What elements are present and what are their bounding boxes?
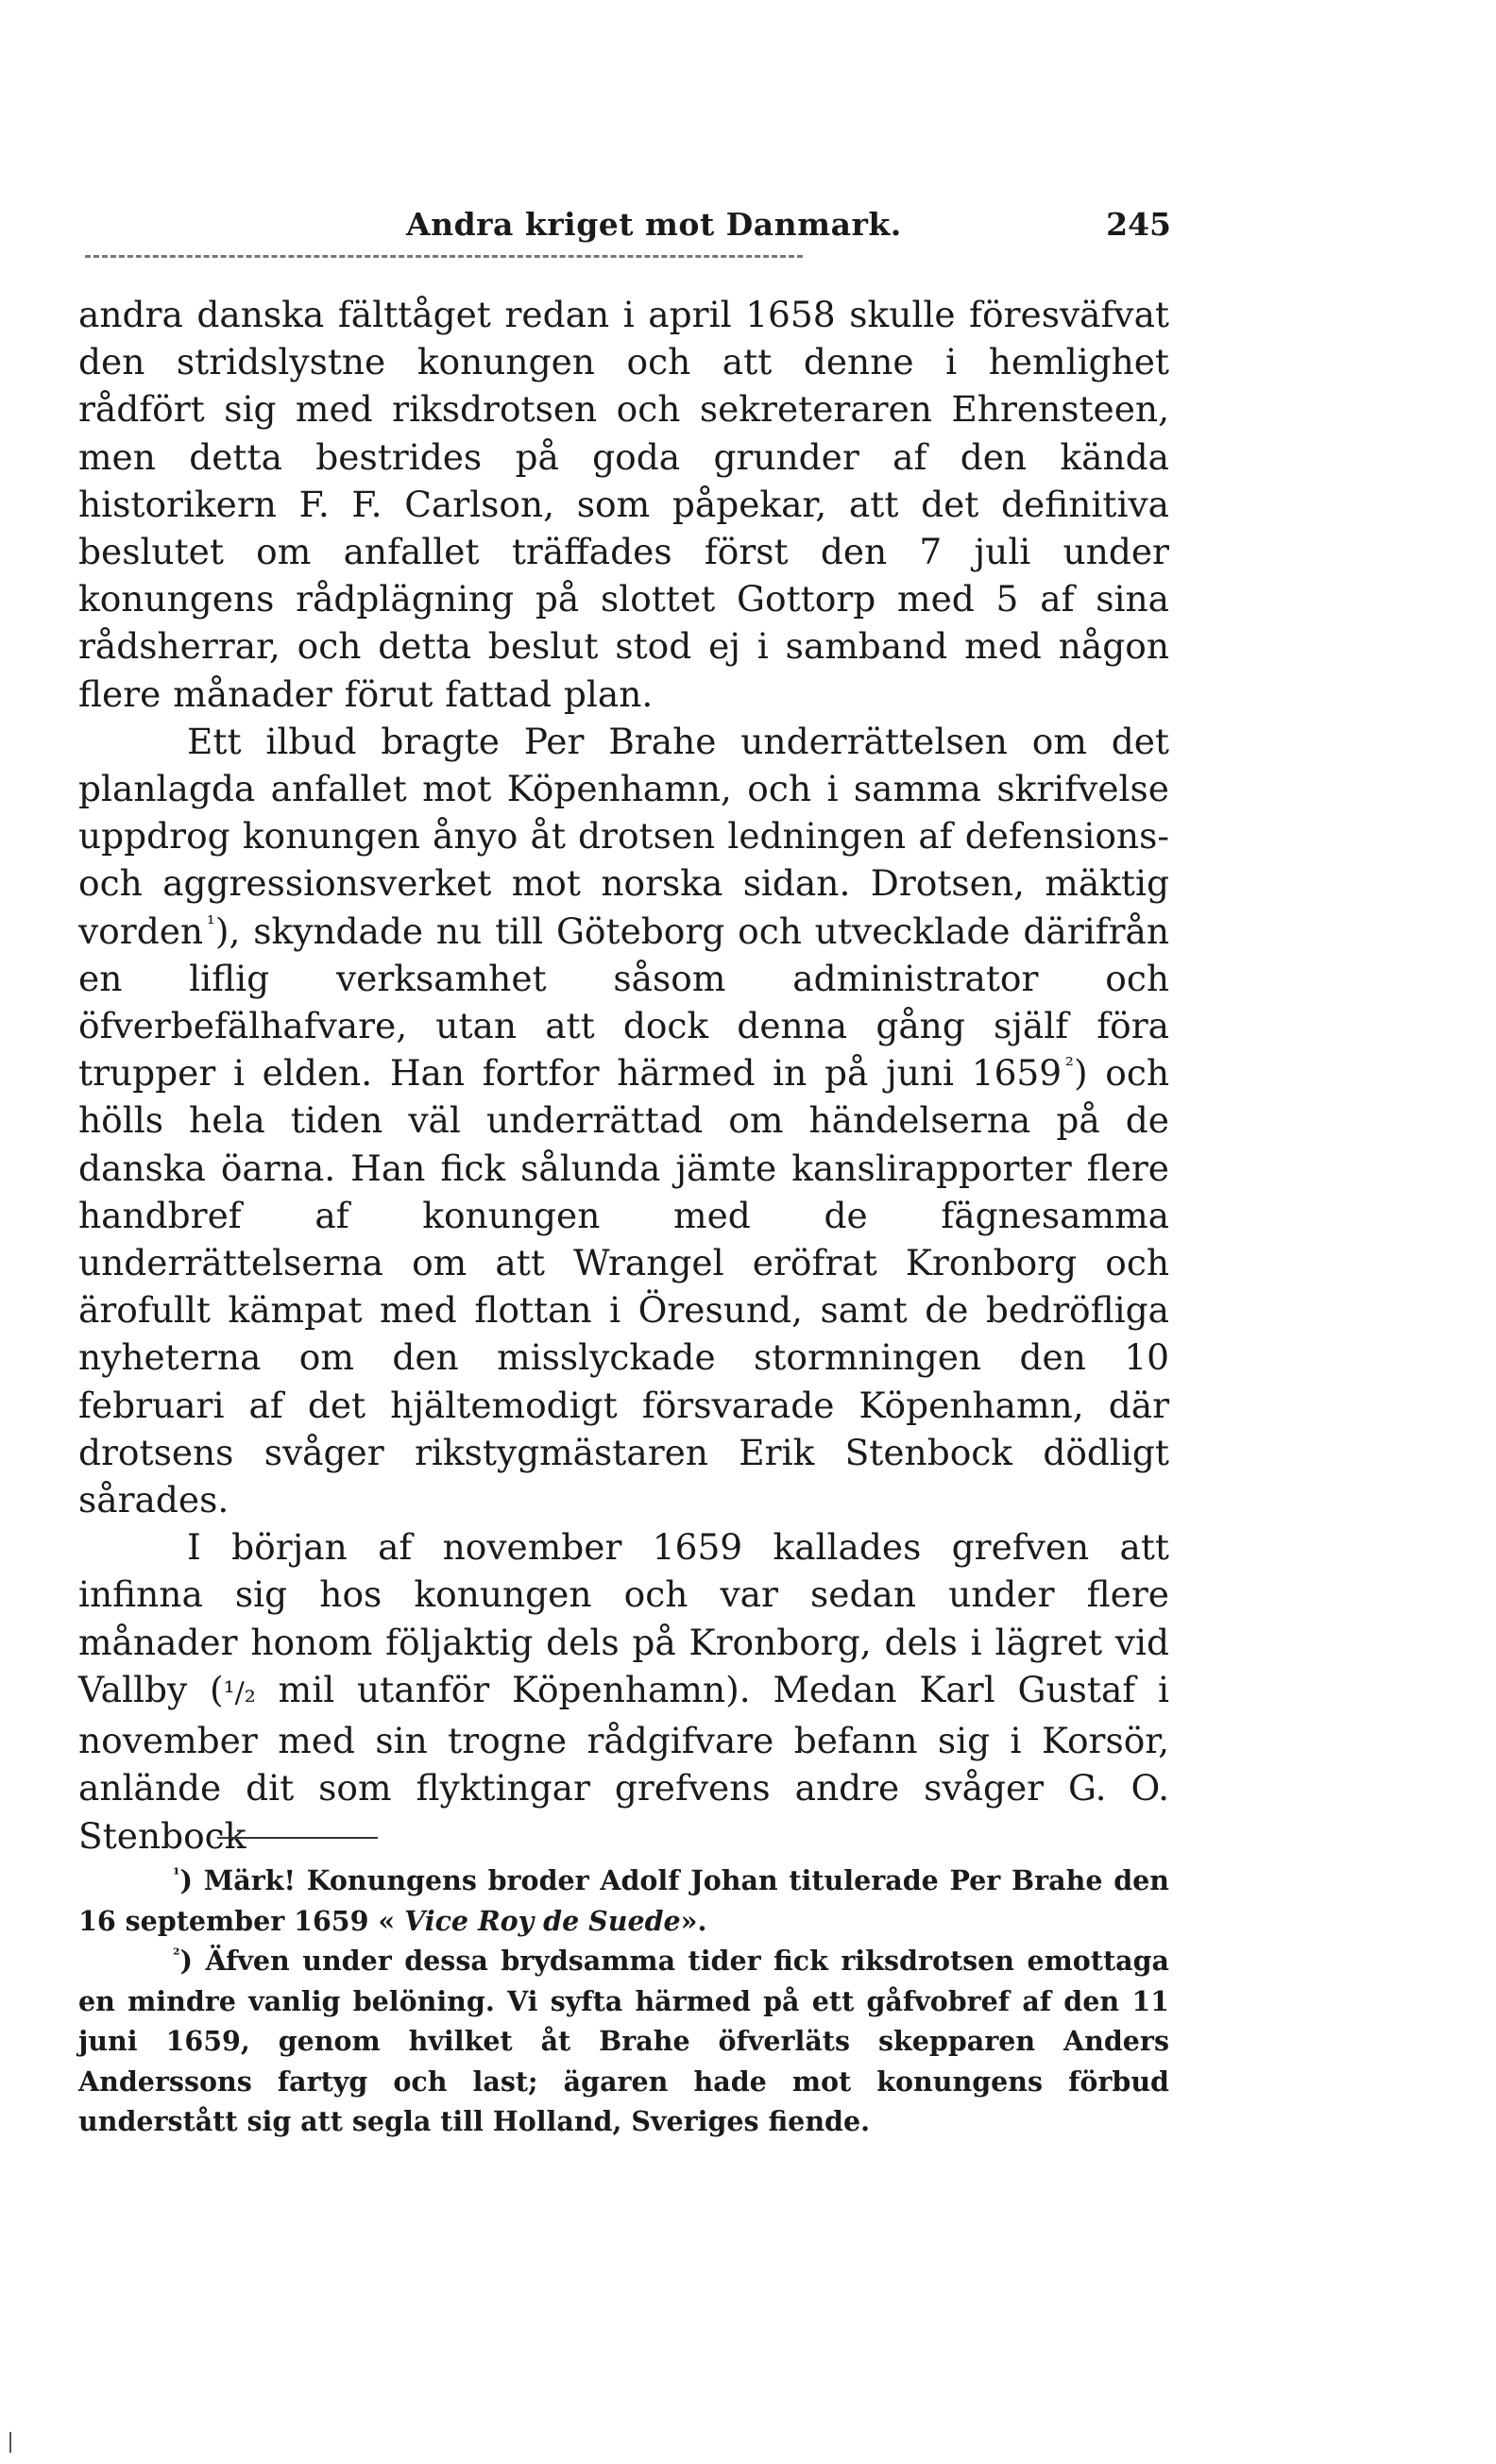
running-head (85, 206, 1171, 253)
paragraph-1: andra danska fälttåget redan i april 1658 skulle föresväfvat den stridslystne konungen och att denne i hemlighet rådfört sig med riksdrotsen och sekreteraren Ehrensteen, men detta bestrides på goda grunder af den kända historikern F. F. Carlson, som påpekar, att det definitiva beslutet om anfallet träffades först den 7 juli under konungens rådplägning på slottet Gottorp med 5 af sina rådsherrar, och detta beslut stod ej i samband med någon flere månader förut fattad plan. (78, 294, 1169, 715)
footnote-rule (217, 1837, 378, 1839)
paragraph-3-part-b: mil utanför Köpenhamn). Medan Karl Gustaf i november med sin trogne rådgifvare befann sig i Korsör, anlände dit som flyktingar grefvens andre svåger G. O. Stenbock (78, 1668, 1169, 1857)
footnote-ref-2: ² (1064, 1053, 1074, 1079)
footnotes (78, 1861, 1169, 2142)
footnote-1-text-b: ». (680, 1904, 707, 1937)
footnote-ref-1: ¹ (206, 911, 215, 937)
paragraph-2-part-a: Ett ilbud bragte Per Brahe underrättelsen om det planlagda anfallet mot Köpenhamn, och i samma skrifvelse uppdrog konungen ånyo åt drotsen ledningen af defensions- och aggressionsverket mot norska sidan. Drotsen, mäktig vorden (78, 720, 1169, 952)
paragraph-3 (78, 1523, 1169, 1859)
paragraph-2-part-b: ), skyndade nu till Göteborg och utvecklade därifrån en liflig verksamhet såsom administrator och öfverbefälhafvare, utan att dock denna gång själf föra trupper i elden. Han fortfor härmed in på juni 1659 (78, 909, 1169, 1095)
footnote-2 (78, 1941, 1169, 2142)
fraction-half: ¹/₂ (223, 1675, 256, 1709)
page-number: 245 (1106, 206, 1171, 243)
paragraph-2-part-c: ) och hölls hela tiden väl underrättad om händelserna på de danska öarna. Han fick sålunda jämte kanslirapporter flere handbref af konungen med de fägnesamma underrättelserna om att Wrangel eröfrat Kronborg och ärofullt kämpat med flottan i Öresund, samt de bedröfliga nyheterna om den misslyckade stormningen den 10 februari af det hjältemodigt försvarade Köpenhamn, där drotsens svåger rikstygmästaren Erik Stenbock dödligt sårades. (78, 1052, 1170, 1521)
footnote-1 (78, 1861, 1169, 1941)
footnote-2-mark: ² (173, 1946, 180, 1965)
footnote-2-text: ) Äfven under dessa brydsamma tider fick riksdrotsen emottaga en mindre vanlig belöning. Vi syfta härmed på ett gåfvobref af den 11 juni 1659, genom hvilket åt Brahe öfverläts skepparen Anders Anderssons fartyg och last; ägaren hade mot konungens förbud understått sig att segla till Holland, Sveriges fiende. (78, 1945, 1169, 2137)
footnote-1-italic: Vice Roy de Suede (404, 1904, 681, 1937)
paragraph-2 (78, 718, 1169, 1523)
paragraph-3-part-a: I början af november 1659 kallades grefven att infinna sig hos konungen och var sedan under flere månader honom följaktig dels på Kronborg, dels i lägret vid Vallby ( (78, 1526, 1169, 1710)
footnote-1-mark: ¹ (173, 1865, 180, 1885)
running-title: Andra kriget mot Danmark. (406, 206, 902, 243)
footnote-1-text-a: ) Märk! Konungens broder Adolf Johan titulerade Per Brahe den 16 september 1659 « (78, 1864, 1169, 1937)
main-text (78, 291, 1169, 1860)
header-rule (85, 255, 803, 258)
margin-mark (9, 2432, 11, 2453)
